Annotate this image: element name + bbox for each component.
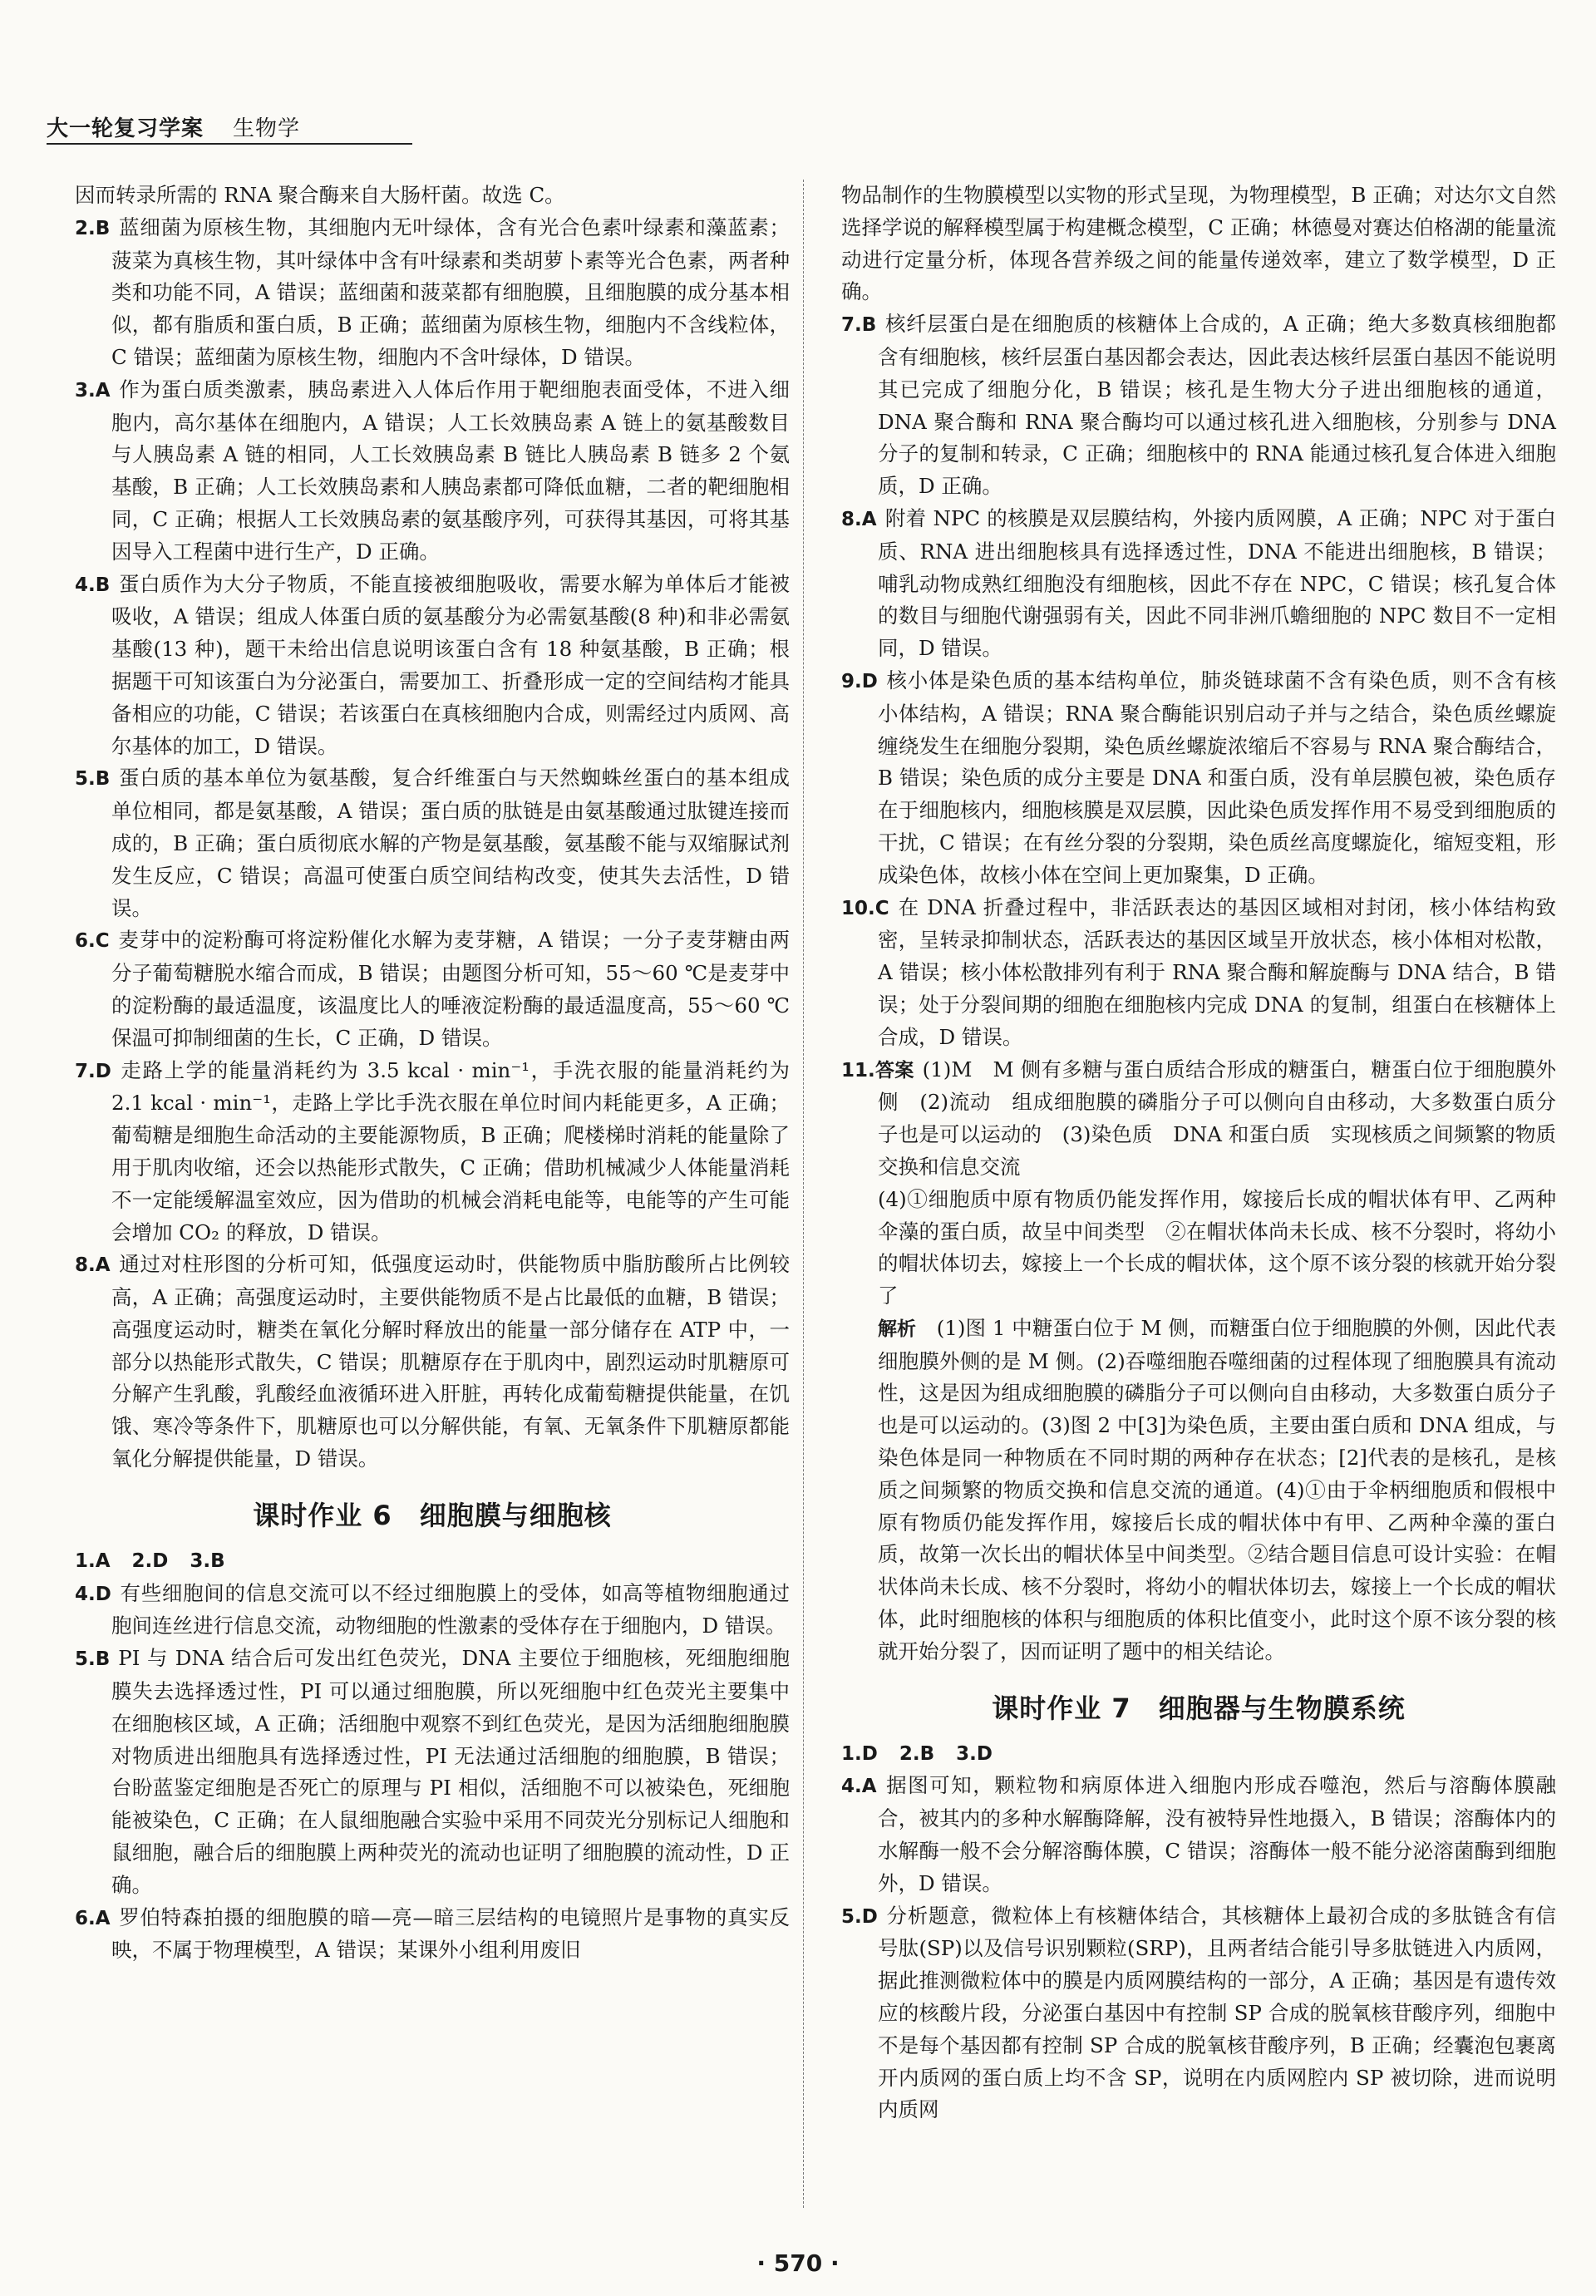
answer-item-11-part4: (4)①细胞质中原有物质仍能发挥作用，嫁接后长成的帽状体有甲、乙两种伞藻的蛋白质，故呈中间类型 ②在帽状体尚未长成、核不分裂时，将幼小的帽状体切去，嫁接上一个长成的帽状体，这个原不该分裂的核就开始分裂了: [878, 1186, 1556, 1308]
subject-label: 生物学: [233, 116, 301, 141]
right-column: [841, 180, 1556, 2126]
running-header: [47, 106, 412, 145]
answer-item: 7.B 核纤层蛋白是在细胞质的核糖体上合成的，A 正确；绝大多数真核细胞都含有细胞核，核纤层蛋白基因都会表达，因此表达核纤层蛋白基因不能说明其已完成了细胞分化，B 错误；核孔是生物大分子进出细胞核的通道，DNA 聚合酶和 RNA 聚合酶均可以通过核孔进入细胞核，分别参与 DNA 分子的复制和转录，C 正确；细胞核中的 RNA 能通过核孔复合体进入细胞质，D 正确。: [841, 312, 1556, 499]
answer-item: 9.D 核小体是染色质的基本结构单位，肺炎链球菌不含有染色质，则不含有核小体结构，A 错误；RNA 聚合酶能识别启动子并与之结合，染色质丝螺旋缠绕发生在细胞分裂期，染色质丝螺旋浓缩后不容易与 RNA 聚合酶结合，B 错误；染色质的成分主要是 DNA 和蛋白质，没有单层膜包被，染色质存在于细胞核内，细胞核膜是双层膜，因此染色质发挥作用不易受到细胞质的干扰，C 错误；在有丝分裂的分裂期，染色质丝高度螺旋化，缩短变粗，形成染色体，故核小体在空间上更加聚集，D 正确。: [841, 668, 1556, 887]
answer-item-11: 11.答案 (1)M M 侧有多糖与蛋白质结合形成的糖蛋白，糖蛋白位于细胞膜外侧 (2)流动 组成细胞膜的磷脂分子可以侧向自由移动，大多数蛋白质分子也是可以运动的 (3)染色质 DNA 和蛋白质 实现核质之间频繁的物质交换和信息交流: [841, 1057, 1556, 1179]
answer-item: 5.B 蛋白质的基本单位为氨基酸，复合纤维蛋白与天然蜘蛛丝蛋白的基本组成单位相同，都是氨基酸，A 错误；蛋白质的肽链是由氨基酸通过肽键连接而成的，B 正确；蛋白质彻底水解的产物是氨基酸，氨基酸不能与双缩脲试剂发生反应，C 错误；高温可使蛋白质空间结构改变，使其失去活性，D 错误。: [75, 766, 790, 920]
answer-item: 4.B 蛋白质作为大分子物质，不能直接被细胞吸收，需要水解为单体后才能被吸收，A 错误；组成人体蛋白质的氨基酸分为必需氨基酸(8 种)和非必需氨基酸(13 种)，题干未给出信息说明该蛋白含有 18 种氨基酸，B 正确；根据题干可知该蛋白为分泌蛋白，需要加工、折叠形成一定的空间结构才能具备相应的功能，C 错误；若该蛋白在真核细胞内合成，则需经过内质网、高尔基体的加工，D 错误。: [75, 571, 790, 758]
answer-item: 4.A 据图可知，颗粒物和病原体进入细胞内形成吞噬泡，然后与溶酶体膜融合，被其内的多种水解酶降解，没有被特异性地摄入，B 错误；溶酶体内的水解酶一般不会分解溶酶体膜，C 错误；溶酶体一般不能分泌溶菌酶到细胞外，D 错误。: [841, 1773, 1556, 1895]
answer-item: 10.C 在 DNA 折叠过程中，非活跃表达的基因区域相对封闭，核小体结构致密，呈转录抑制状态，活跃表达的基因区域呈开放状态，核小体相对松散，A 错误；核小体松散排列有利于 RNA 聚合酶和解旋酶与 DNA 结合，B 错误；处于分裂间期的细胞在细胞核内完成 DNA 的复制，组蛋白在核糖体上合成，D 错误。: [841, 894, 1556, 1049]
analysis: 解析 (1)图 1 中糖蛋白位于 M 侧，而糖蛋白位于细胞膜的外侧，因此代表细胞膜外侧的是 M 侧。(2)吞噬细胞吞噬细菌的过程体现了细胞膜具有流动性，这是因为组成细胞膜的磷脂分子可以侧向自由移动，大多数蛋白质分子也是可以运动的。(3)图 2 中[3]为染色质，主要由蛋白质和 DNA 组成，与染色体是同一种物质在不同时期的两种存在状态；[2]代表的是核孔，是核质之间频繁的物质交换和信息交流的通道。(4)①由于伞柄细胞质和假根中原有物质仍能发挥作用，嫁接后长成的帽状体中有甲、乙两种伞藻的蛋白质，故第一次长出的帽状体呈中间类型。②结合题目信息可设计实验：在帽状体尚未长成、核不分裂时，将幼小的帽状体切去，嫁接上一个长成的帽状体，此时细胞核的体积与细胞质的体积比值变小，此时这个原不该分裂的核就开始分裂了，因而证明了题中的相关结论。: [878, 1315, 1557, 1663]
answer-item: 5.D 分析题意，微粒体上有核糖体结合，其核糖体上最初合成的多肽链含有信号肽(SP)以及信号识别颗粒(SRP)，且两者结合能引导多肽链进入内质网，据此推测微粒体中的膜是内质网膜结构的一部分，A 正确；基因是有遗传效应的核酸片段，分泌蛋白基因中有控制 SP 合成的脱氧核苷酸序列，细胞中不是每个基因都有控制 SP 合成的脱氧核苷酸序列，B 正确；经囊泡包裹离开内质网的蛋白质上均不含 SP，说明在内质网腔内 SP 被切除，进而说明内质网: [841, 1903, 1556, 2122]
answer-item: 5.B PI 与 DNA 结合后可发出红色荧光，DNA 主要位于细胞核，死细胞细胞膜失去选择透过性，PI 可以通过细胞膜，所以死细胞中红色荧光主要集中在细胞核区域，A 正确；活细胞中观察不到红色荧光，是因为活细胞细胞膜对物质进出细胞具有选择透过性，PI 无法通过活细胞的细胞膜，B 错误；台盼蓝鉴定细胞是否死亡的原理与 PI 相似，活细胞不可以被染色，死细胞能被染色，C 正确；在人鼠细胞融合实验中采用不同荧光分别标记人细胞和鼠细胞，融合后的细胞膜上两种荧光的流动也证明了细胞膜的流动性，D 正确。: [75, 1646, 790, 1897]
answer-item: 8.A 通过对柱形图的分析可知，低强度运动时，供能物质中脂肪酸所占比例较高，A 正确；高强度运动时，主要供能物质不是占比最低的血糖，B 错误；高强度运动时，糖类在氧化分解时释放出的能量一部分储存在 ATP 中，一部分以热能形式散失，C 错误；肌糖原存在于肌肉中，剧烈运动时肌糖原可分解产生乳酸，乳酸经血液循环进入肝脏，再转化成葡萄糖提供能量，在饥饿、寒冷等条件下，肌糖原也可以分解供能，有氧、无氧条件下肌糖原都能氧化分解提供能量，D 错误。: [75, 1252, 790, 1471]
answer-item: 因而转录所需的 RNA 聚合酶来自大肠杆菌。故选 C。: [75, 183, 565, 207]
answer-item: 6.A 罗伯特森拍摄的细胞膜的暗—亮—暗三层结构的电镜照片是事物的真实反映，不属于物理模型，A 错误；某课外小组利用废旧: [75, 1904, 790, 1963]
answer-item: 2.B 蓝细菌为原核生物，其细胞内无叶绿体，含有光合色素叶绿素和藻蓝素；菠菜为真核生物，其叶绿体中含有叶绿素和类胡萝卜素等光合色素，两者种类和功能不同，A 错误；蓝细菌和菠菜都有细胞膜，且细胞膜的成分基本相似，都有脂质和蛋白质，B 正确；蓝细菌为原核生物，细胞内不含线粒体，C 错误；蓝细菌为原核生物，细胞内不含叶绿体，D 错误。: [75, 214, 790, 369]
quick-answers: 1.D 2.B 3.D: [841, 1742, 993, 1765]
column-divider: [803, 180, 804, 2208]
section-title-6: 课时作业 6 细胞膜与细胞核: [253, 1499, 612, 1531]
answer-item: 7.D 走路上学的能量消耗约为 3.5 kcal · min⁻¹，手洗衣服的能量消耗约为 2.1 kcal · min⁻¹，走路上学比手洗衣服在单位时间内耗能更多，A 正确；葡萄糖是细胞生命活动的主要能源物质，B 正确；爬楼梯时消耗的能量除了用于肌肉收缩，还会以热能形式散失，C 正确；借助机械减少人体能量消耗不一定能缓解温室效应，因为借助的机械会消耗电能等，电能等的产生可能会增加 CO₂ 的释放，D 错误。: [75, 1057, 790, 1244]
section-title-7: 课时作业 7 细胞器与生物膜系统: [992, 1692, 1406, 1724]
page-number: · 570 ·: [756, 2249, 840, 2277]
book-title: 大一轮复习学案: [47, 116, 204, 141]
answer-item: 6.C 麦芽中的淀粉酶可将淀粉催化水解为麦芽糖，A 错误；一分子麦芽糖由两分子葡萄糖脱水缩合而成，B 错误；由题图分析可知，55～60 ℃是麦芽中的淀粉酶的最适温度，该温度比人的唾液淀粉酶的最适温度高，55～60 ℃保温可抑制细菌的生长，C 正确，D 错误。: [75, 928, 790, 1050]
answer-item: 4.D 有些细胞间的信息交流可以不经过细胞膜上的受体，如高等植物细胞通过胞间连丝进行信息交流，动物细胞的性激素的受体存在于细胞内，D 错误。: [75, 1580, 790, 1638]
answer-item: 8.A 附着 NPC 的核膜是双层膜结构，外接内质网膜，A 正确；NPC 对于蛋白质、RNA 进出细胞核具有选择透过性，DNA 不能进出细胞核，B 错误；哺乳动物成熟红细胞没有细胞核，因此不存在 NPC，C 错误；核孔复合体的数目与细胞代谢强弱有关，因此不同非洲爪蟾细胞的 NPC 数目不一定相同，D 错误。: [841, 505, 1556, 661]
left-column: [75, 180, 790, 1967]
quick-answers: 1.A 2.D 3.B: [75, 1550, 225, 1572]
answer-item: 3.A 作为蛋白质类激素，胰岛素进入人体后作用于靶细胞表面受体，不进入细胞内，高尔基体在细胞内，A 错误；人工长效胰岛素 A 链上的氨基酸数目与人胰岛素 A 链的相同，人工长效胰岛素 B 链比人胰岛素 B 链多 2 个氨基酸，B 正确；人工长效胰岛素和人胰岛素都可降低血糖，二者的靶细胞相同，C 正确；根据人工长效胰岛素的氨基酸序列，可获得其基因，可将其基因导入工程菌中进行生产，D 正确。: [75, 377, 790, 564]
answer-item: 物品制作的生物膜模型以实物的形式呈现，为物理模型，B 正确；对达尔文自然选择学说的解释模型属于构建概念模型，C 正确；林德曼对赛达伯格湖的能量流动进行定量分析，体现各营养级之间的能量传递效率，建立了数学模型，D 正确。: [841, 183, 1556, 304]
